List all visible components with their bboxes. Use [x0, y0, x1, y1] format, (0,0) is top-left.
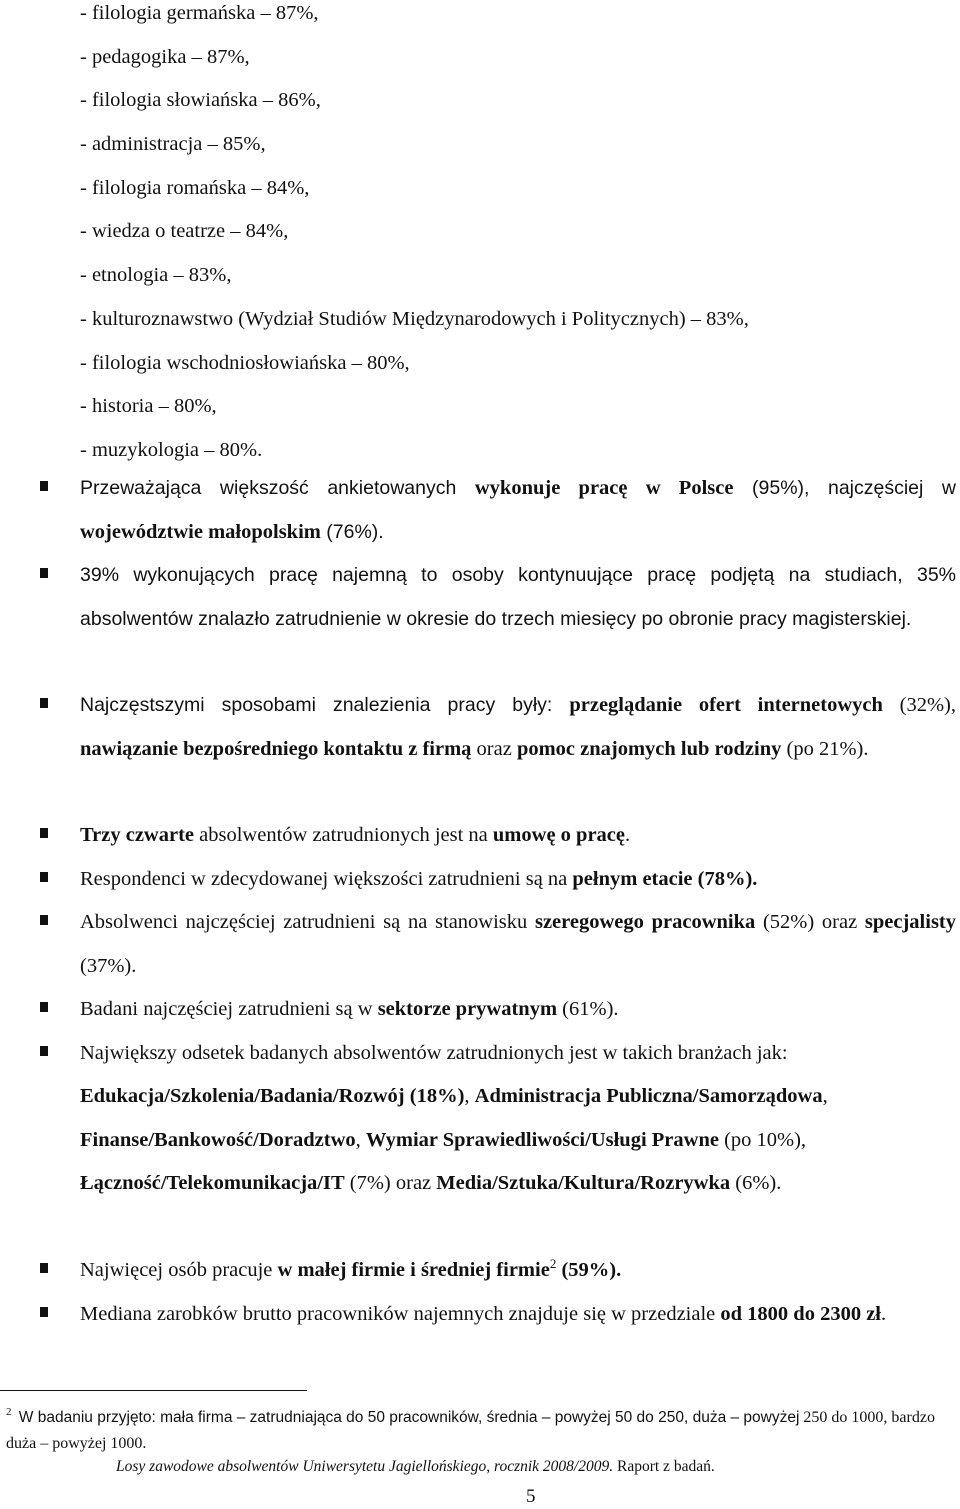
square-bullet-icon	[40, 698, 48, 708]
bullet-bold-text: pomoc znajomych lub rodziny	[516, 737, 782, 760]
field-of-study-item: - filologia romańska – 84%,	[80, 176, 310, 199]
bullet-text: ,	[464, 1085, 475, 1107]
bullet-text: Przeważająca większość ankietowanych	[80, 477, 475, 499]
summary-bullets	[36, 467, 956, 1380]
field-of-study-item: - kulturoznawstwo (Wydział Studiów Międzynarodowych i Politycznych) – 83%,	[80, 307, 749, 330]
bullet-text: absolwentów zatrudnionych jest na	[194, 824, 493, 846]
bullet-bold-text: przeglądanie ofert internetowych	[569, 694, 883, 716]
bullet-bold-text: wykonuje pracę w Polsce	[474, 477, 734, 499]
bullet-bold-text: (59%).	[556, 1259, 622, 1281]
field-of-study-item: - administracja – 85%,	[80, 133, 266, 156]
footnote	[6, 1405, 936, 1457]
field-of-study-list	[80, 0, 940, 481]
running-footer-suffix: Raport z badań.	[613, 1458, 715, 1475]
bullet-text: (32%),	[882, 694, 957, 716]
field-of-study-item: - filologia germańska – 87%,	[80, 2, 319, 24]
bullet-text: ,	[355, 1128, 366, 1151]
bullet-text: (37%).	[80, 954, 137, 977]
bullet-text: ,	[822, 1085, 828, 1107]
field-of-study-item: - filologia słowiańska – 86%,	[80, 89, 321, 112]
bullet-bold-text: Finanse/Bankowość/Doradztwo	[80, 1128, 356, 1151]
bullet-text: .	[625, 824, 631, 846]
bullet-text: .	[881, 1302, 887, 1325]
bullet-text: (61%).	[557, 998, 619, 1020]
bullet-bold-text: specjalisty	[864, 911, 957, 933]
bullet-bold-text: umowę o pracę	[492, 824, 625, 846]
bullet-full-time	[36, 858, 956, 902]
bullet-text: (po 21%).	[781, 737, 869, 760]
square-bullet-icon	[40, 828, 48, 838]
bullet-bold-text: Łączność/Telekomunikacja/IT	[80, 1172, 345, 1194]
bullet-text: Badani najczęściej zatrudnieni są w	[80, 998, 378, 1020]
bullet-bold-text: sektorze prywatnym	[377, 998, 558, 1020]
bullet-position	[36, 901, 956, 988]
bullet-text: (po 10%),	[718, 1128, 807, 1151]
bullet-bold-text: Trzy czwarte	[80, 824, 195, 846]
footnote-text: 250 do 1000, bardzo duża – powyżej 1000.	[6, 1409, 935, 1452]
bullet-bold-text: nawiązanie bezpośredniego kontaktu z firmą	[80, 737, 472, 760]
running-footer	[116, 1458, 715, 1476]
bullet-salary	[36, 1293, 956, 1380]
bullet-bold-text: województwie małopolskim	[80, 520, 321, 543]
square-bullet-icon	[40, 1307, 48, 1317]
bullet-bold-text: szeregowego pracownika	[534, 911, 756, 933]
bullet-text: Najczęstszymi sposobami znalezienia pracy były:	[80, 694, 570, 716]
square-bullet-icon	[40, 481, 48, 491]
bullet-bold-text: Edukacja/Szkolenia/Badania/Rozwój (18%)	[80, 1085, 465, 1107]
bullet-contract	[36, 814, 956, 858]
bullet-text: (52%) oraz	[755, 911, 865, 933]
footnote-text: W badaniu przyjęto: mała firma – zatrudniająca do 50 pracowników, średnia – powyżej 50 do 250, duża – powyżej	[14, 1409, 800, 1426]
square-bullet-icon	[40, 915, 48, 925]
bullet-industries	[36, 1032, 956, 1250]
field-of-study-item: - historia – 80%,	[80, 395, 217, 418]
square-bullet-icon	[40, 1046, 48, 1056]
field-of-study-item: - pedagogika – 87%,	[80, 45, 250, 68]
bullet-text: oraz	[471, 737, 517, 760]
bullet-bold-text: pełnym etacie (78%).	[572, 867, 758, 890]
bullet-job-search	[36, 684, 956, 814]
bullet-bold-text: od 1800 do 2300 zł	[720, 1302, 881, 1325]
square-bullet-icon	[40, 872, 48, 882]
square-bullet-icon	[40, 1002, 48, 1012]
footnote-separator	[0, 1390, 307, 1391]
field-of-study-item: - filologia wschodniosłowiańska – 80%,	[80, 351, 410, 374]
running-footer-title: Losy zawodowe absolwentów Uniwersytetu Jagiellońskiego, rocznik 2008/2009.	[116, 1458, 614, 1475]
bullet-text: Absolwenci najczęściej zatrudnieni są na stanowisku	[80, 911, 535, 933]
bullet-text: (95%), najczęściej w	[733, 477, 956, 499]
field-of-study-item: - wiedza o teatrze – 84%,	[80, 220, 289, 243]
bullet-bold-text: Administracja Publiczna/Samorządowa	[474, 1085, 823, 1107]
bullet-bold-text: w małej firmie i średniej firmie	[277, 1259, 550, 1281]
page-number: 5	[526, 1486, 536, 1507]
footnote-number: 2	[6, 1406, 12, 1418]
bullet-text: Największy odsetek badanych absolwentów zatrudnionych jest w takich branżach jak:	[80, 1041, 788, 1064]
bullet-text: (76%).	[320, 520, 384, 543]
bullet-text: Respondenci w zdecydowanej większości zatrudnieni są na	[80, 867, 573, 890]
bullet-text: (6%).	[730, 1172, 782, 1194]
bullet-sector	[36, 988, 956, 1032]
bullet-text: Najwięcej osób pracuje	[80, 1259, 278, 1281]
bullet-company-size	[36, 1249, 956, 1293]
bullet-text: Mediana zarobków brutto pracowników najemnych znajduje się w przedziale	[80, 1302, 721, 1325]
bullet-text: 39% wykonujących pracę najemną to osoby kontynuujące pracę podjętą na studiach, 35% absolwentów znalazło zatrudnienie w okresie do trzech miesięcy po obronie pracy magisterskiej.	[80, 564, 956, 630]
bullet-text: (7%) oraz	[344, 1172, 437, 1194]
bullet-work-location	[36, 467, 956, 554]
footnote-reference[interactable]: 2	[549, 1256, 557, 1271]
bullet-bold-text: Wymiar Sprawiedliwości/Usługi Prawne	[365, 1128, 719, 1151]
square-bullet-icon	[40, 568, 48, 578]
field-of-study-item: - etnologia – 83%,	[80, 264, 232, 287]
bullet-continuation	[36, 554, 956, 684]
square-bullet-icon	[40, 1263, 48, 1273]
field-of-study-item: - muzykologia – 80%.	[80, 438, 263, 461]
bullet-bold-text: Media/Sztuka/Kultura/Rozrywka	[436, 1172, 731, 1194]
